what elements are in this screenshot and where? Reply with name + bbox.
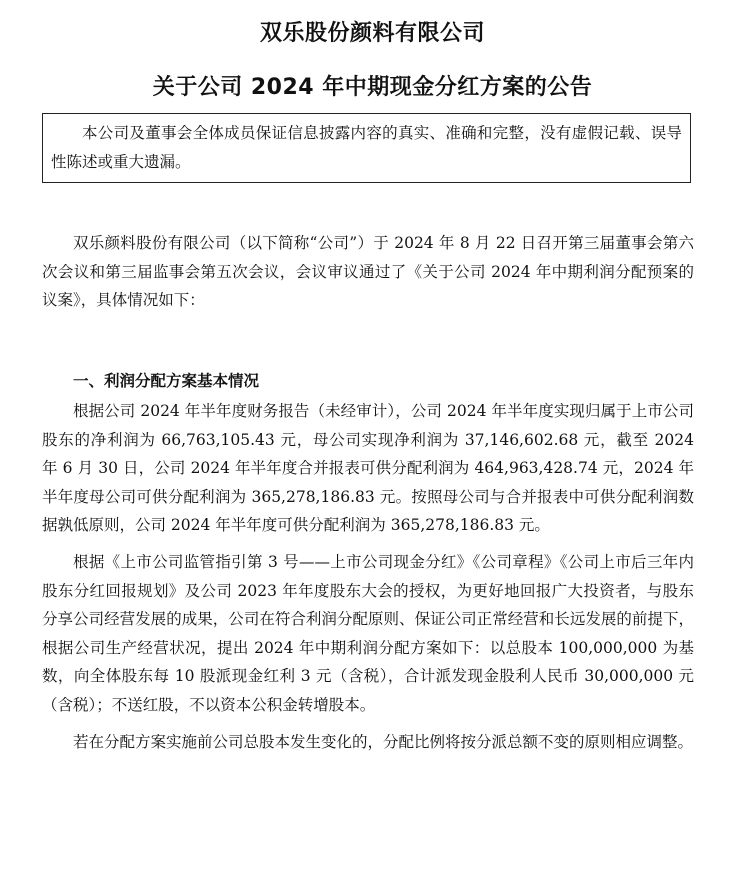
dividend-plan-paragraph: 根据《上市公司监管指引第 3 号——上市公司现金分红》《公司章程》《公司上市后三年内股东分红回报规划》及公司 2023 年年度股东大会的授权，为更好地回报广大投资者，与股东分享公司经营发展的成果，公司在符合利润分配原则、保证公司正常经营和长远发展的前提下，根据公司生产经营状况，提出 2024 年中期利润分配方案如下：以总股本 100,000,000 为基数，向全体股东每 10 股派现金红利 3 元（含税），合计派发现金股利人民币 30,000,000 元（含税）；不送红股，不以资本公积金转增股本。 (42, 552, 694, 714)
intro-paragraph: 双乐颜料股份有限公司（以下简称“公司”）于 2024 年 8 月 22 日召开第三届董事会第六次会议和第三届监事会第五次会议，会议审议通过了《关于公司 2024 年中期利润分配预案的议案》，具体情况如下： (42, 234, 694, 310)
disclosure-notice-text: 本公司及董事会全体成员保证信息披露内容的真实、准确和完整，没有虚假记载、误导性陈述或重大遗漏。 (51, 124, 682, 171)
document-title: 关于公司 2024 年中期现金分红方案的公告 (152, 75, 593, 100)
profit-paragraph: 根据公司 2024 年半年度财务报告（未经审计），公司 2024 年半年度实现归属于上市公司股东的净利润为 66,763,105.43 元，母公司实现净利润为 37,146,602.68 元，截至 2024 年 6 月 30 日，公司 2024 年半年度合并报表可供分配利润为 464,963,428.74 元，2024 年半年度母公司可供分配利润为 365,278,186.83 元。按照母公司与合并报表中可供分配利润数据孰低原则，公司 2024 年半年度可供分配利润为 365,278,186.83 元。 (42, 402, 694, 535)
disclosure-notice-box (42, 113, 691, 183)
section-heading: 一、利润分配方案基本情况 (73, 372, 260, 390)
intro-section (42, 229, 694, 315)
company-name: 双乐股份颜料有限公司 (259, 21, 485, 46)
paragraph-gap (42, 720, 694, 728)
adjustment-paragraph: 若在分配方案实施前公司总股本发生变化的，分配比例将按分派总额不变的原则相应调整。 (73, 732, 694, 751)
section-body (42, 397, 694, 756)
paragraph-gap (42, 540, 694, 548)
